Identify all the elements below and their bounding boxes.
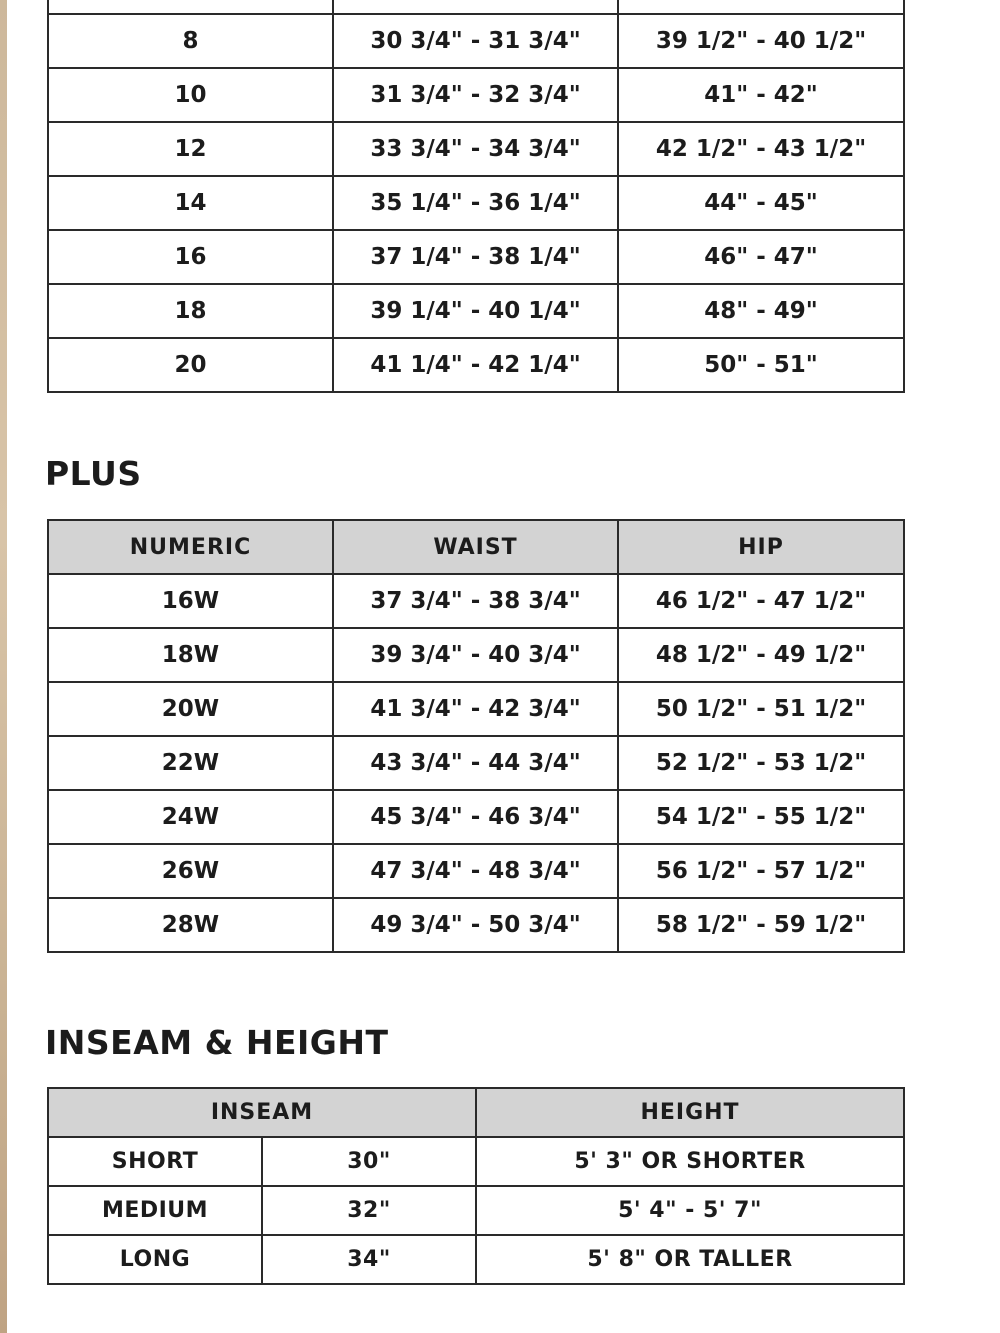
waist-cell: 39 3/4" - 40 3/4" (333, 628, 618, 682)
size-cell: 12 (48, 122, 333, 176)
waist-cell: 43 3/4" - 44 3/4" (333, 736, 618, 790)
table-row (48, 574, 904, 628)
hip-cell: 44" - 45" (618, 176, 904, 230)
waist-cell: 41 1/4" - 42 1/4" (333, 338, 618, 392)
size-cell: 16 (48, 230, 333, 284)
hip-cell: 46 1/2" - 47 1/2" (618, 574, 904, 628)
size-cell: 16W (48, 574, 333, 628)
hip-cell: 54 1/2" - 55 1/2" (618, 790, 904, 844)
misses-size-table (47, 0, 905, 393)
inseam-cell: 34" (262, 1235, 476, 1284)
table-row (48, 682, 904, 736)
size-cell (48, 0, 333, 14)
hip-cell: 48" - 49" (618, 284, 904, 338)
numeric-column-header: NUMERIC (48, 520, 333, 574)
table-row (48, 122, 904, 176)
table-row (48, 176, 904, 230)
size-cell: 14 (48, 176, 333, 230)
inseam-column-header: INSEAM (48, 1088, 476, 1137)
table-row (48, 736, 904, 790)
waist-cell: 37 1/4" - 38 1/4" (333, 230, 618, 284)
table-row (48, 1137, 904, 1186)
hip-column-header: HIP (618, 520, 904, 574)
table-row (48, 0, 904, 14)
size-cell: 20 (48, 338, 333, 392)
size-cell: 8 (48, 14, 333, 68)
size-cell: 20W (48, 682, 333, 736)
table-row (48, 338, 904, 392)
hip-cell: 50 1/2" - 51 1/2" (618, 682, 904, 736)
length-cell: SHORT (48, 1137, 262, 1186)
inseam-height-section-title: INSEAM & HEIGHT (45, 1023, 389, 1062)
hip-cell: 52 1/2" - 53 1/2" (618, 736, 904, 790)
waist-cell: 31 3/4" - 32 3/4" (333, 68, 618, 122)
table-row (48, 844, 904, 898)
table-row (48, 230, 904, 284)
height-cell: 5' 8" OR TALLER (476, 1235, 904, 1284)
waist-cell: 41 3/4" - 42 3/4" (333, 682, 618, 736)
waist-cell: 47 3/4" - 48 3/4" (333, 844, 618, 898)
length-cell: MEDIUM (48, 1186, 262, 1235)
hip-cell: 50" - 51" (618, 338, 904, 392)
table-header-row (48, 520, 904, 574)
table-row (48, 1186, 904, 1235)
size-cell: 26W (48, 844, 333, 898)
table-row (48, 284, 904, 338)
hip-cell (618, 0, 904, 14)
table-header-row (48, 1088, 904, 1137)
waist-cell (333, 0, 618, 14)
waist-column-header: WAIST (333, 520, 618, 574)
waist-cell: 45 3/4" - 46 3/4" (333, 790, 618, 844)
hip-cell: 58 1/2" - 59 1/2" (618, 898, 904, 952)
size-cell: 10 (48, 68, 333, 122)
left-edge-photo-strip (0, 0, 7, 1333)
length-cell: LONG (48, 1235, 262, 1284)
table-row (48, 68, 904, 122)
plus-size-table (47, 519, 905, 953)
hip-cell: 42 1/2" - 43 1/2" (618, 122, 904, 176)
table-row (48, 628, 904, 682)
waist-cell: 37 3/4" - 38 3/4" (333, 574, 618, 628)
plus-section-title: PLUS (45, 454, 142, 493)
hip-cell: 48 1/2" - 49 1/2" (618, 628, 904, 682)
size-cell: 28W (48, 898, 333, 952)
table-row (48, 1235, 904, 1284)
table-row (48, 14, 904, 68)
waist-cell: 30 3/4" - 31 3/4" (333, 14, 618, 68)
table-row (48, 790, 904, 844)
hip-cell: 46" - 47" (618, 230, 904, 284)
height-cell: 5' 3" OR SHORTER (476, 1137, 904, 1186)
size-cell: 22W (48, 736, 333, 790)
table-row (48, 898, 904, 952)
waist-cell: 35 1/4" - 36 1/4" (333, 176, 618, 230)
inseam-height-table (47, 1087, 905, 1285)
inseam-cell: 32" (262, 1186, 476, 1235)
size-cell: 18W (48, 628, 333, 682)
waist-cell: 33 3/4" - 34 3/4" (333, 122, 618, 176)
waist-cell: 49 3/4" - 50 3/4" (333, 898, 618, 952)
hip-cell: 39 1/2" - 40 1/2" (618, 14, 904, 68)
size-cell: 18 (48, 284, 333, 338)
hip-cell: 41" - 42" (618, 68, 904, 122)
size-cell: 24W (48, 790, 333, 844)
inseam-cell: 30" (262, 1137, 476, 1186)
waist-cell: 39 1/4" - 40 1/4" (333, 284, 618, 338)
height-cell: 5' 4" - 5' 7" (476, 1186, 904, 1235)
hip-cell: 56 1/2" - 57 1/2" (618, 844, 904, 898)
height-column-header: HEIGHT (476, 1088, 904, 1137)
